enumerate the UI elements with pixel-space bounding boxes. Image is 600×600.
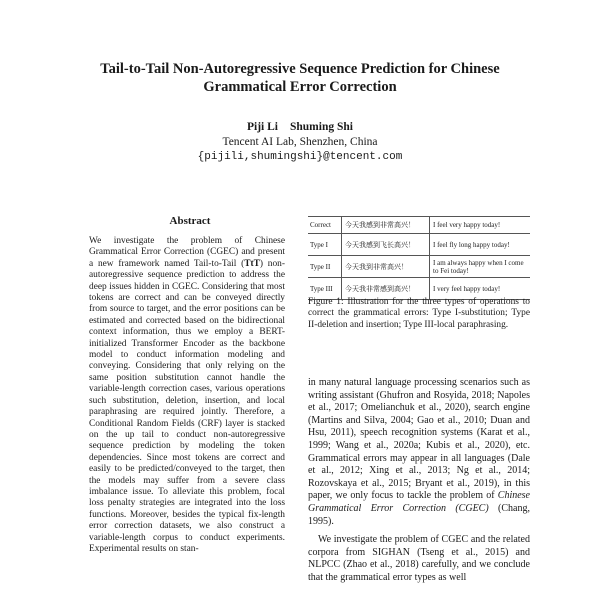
- abstract-part-2: ) non-autoregressive sequence prediction to address the deep issues hidden in CGEC. Considering that most tokens are correct and can be conveyed directly from source to target, and the error positions can be estimated and corrected based on the bidirectional context information, thus we employ a BERT-initialized Transformer Encoder as the backbone model to conduct information modeling and conveying. Considering that only relying on the same position substitution cannot handle the variable-length correction cases, various operations such substitution, deletion, insertion, and local paraphrasing are required jointly. Therefore, a Conditional Random Fields (CRF) layer is stacked on the up tail to conduct non-autoregressive sequence prediction by modeling the token dependencies. Since most tokens are correct and easily to be predicted/conveyed to the target, then the models may suffer from a severe class imbalance issue. To alleviate this problem, focal loss penalty strategies are integrated into the loss functions. Moreover, besides the typical fix-length error correction datasets, we also construct a variable-length corpus to conduct experiments. Experimental results on stan-: [89, 258, 285, 554]
- figure-row-target: I feel very happy today!: [433, 221, 501, 229]
- figure-row-target: I very feel happy today!: [433, 284, 501, 293]
- abstract-text: [89, 236, 285, 555]
- paper-title: [60, 60, 540, 96]
- figure-row-type: Type III: [308, 278, 342, 299]
- paragraph-2: We investigate the problem of CGEC and the related corpora from SIGHAN (Tseng et al., 2015) and NLPCC (Zhao et al., 2018) carefully, and we conclude that the grammatical error types as well: [308, 534, 530, 583]
- author-2: Shuming Shi: [290, 121, 353, 133]
- figure-row-source: 今天我感到非常高兴！: [342, 217, 430, 233]
- figure-row-target: I am always happy when I come to Fei today!: [433, 258, 524, 275]
- figure-row-type: Type II: [308, 256, 342, 277]
- p1-text-a: in many natural language processing scenarios such as writing assistant (Ghufron and Rosyida, 2018; Napoles et al., 2017; Omelianchuk et al., 2020), search engine (Martins and Silva, 2004; Gao et al., 2010; Duan and Hsu, 2011), speech recognition systems (Karat et al., 1999; Wang et al., 2020a; Kubis et al., 2020), etc. Grammatical errors may appear in all languages (Dale et al., 2012; Xing et al., 2013; Ng et al., 2014; Rozovskaya et al., 2015; Bryant et al., 2019), in this paper, we only focus to tackle the problem of: [308, 377, 530, 502]
- author-names: [0, 120, 600, 135]
- title-line-1: Tail-to-Tail Non-Autoregressive Sequence Prediction for Chinese: [100, 61, 500, 77]
- figure-row-type: Correct: [308, 217, 342, 233]
- figure-row-type-1: [308, 233, 530, 255]
- paragraph-1: [308, 377, 530, 528]
- title-line-2: Grammatical Error Correction: [203, 79, 397, 95]
- figure-row-target: I feel fly long happy today!: [433, 240, 510, 249]
- body-text: [308, 377, 530, 585]
- figure-caption: Figure 1: Illustration for the three types of operations to correct the grammatical errors: Type I-substitution; Type II-deletion and insertion; Type III-local paraphrasing.: [308, 297, 530, 330]
- abstract-heading: Abstract: [169, 215, 211, 227]
- figure-row-type-2: [308, 255, 530, 277]
- email: {pijili,shumingshi}@tencent.com: [197, 151, 403, 163]
- author-block: [0, 120, 600, 165]
- abstract-part-1: We investigate the problem of Chinese Grammatical Error Correction (CGEC) and present a new framework named Tail-to-Tail (: [89, 236, 285, 269]
- p1-text-b: (Chang, 1995).: [308, 502, 530, 527]
- abstract-ttt: TtT: [244, 258, 260, 269]
- figure-row-source: 今天我到非常高兴！: [342, 256, 430, 277]
- figure-row-type: Type I: [308, 234, 342, 255]
- p1-emph: Chinese Grammatical Error Correction (CGEC): [308, 490, 530, 514]
- figure-row-source: 今天我感到飞长高兴！: [342, 234, 430, 255]
- author-1: Piji Li: [247, 121, 278, 133]
- figure-row-source: 今天我非常感到高兴！: [342, 278, 430, 299]
- figure-1-table: [308, 216, 530, 300]
- figure-row-correct: [308, 216, 530, 233]
- affiliation: Tencent AI Lab, Shenzhen, China: [222, 136, 378, 148]
